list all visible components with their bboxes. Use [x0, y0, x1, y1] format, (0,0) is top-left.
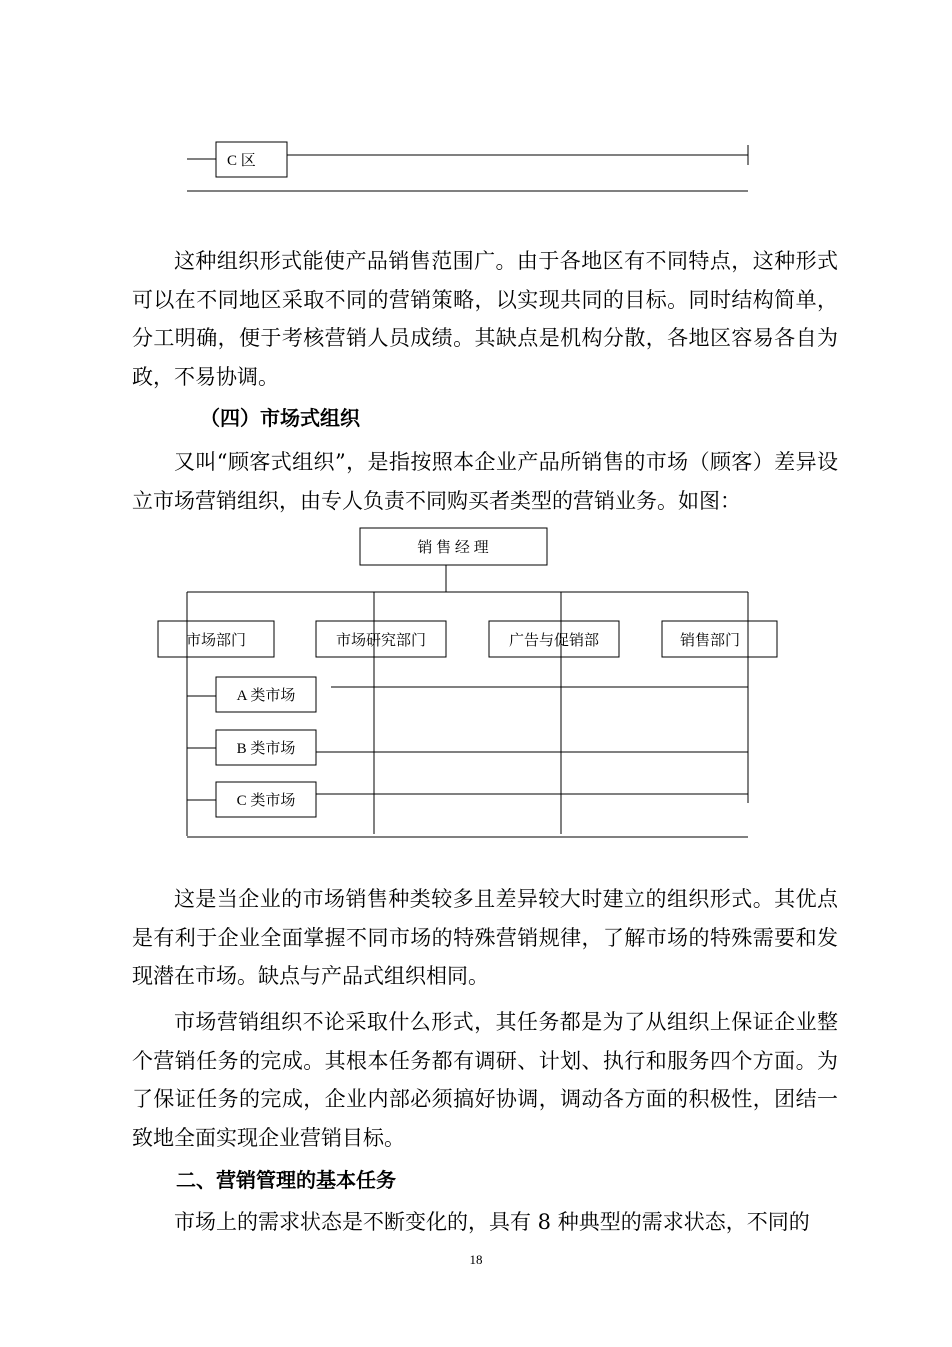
market-label: C 类市场	[236, 793, 296, 809]
region-diagram-fragment	[0, 0, 952, 210]
org-chart	[0, 520, 952, 850]
market-label: B 类市场	[236, 741, 296, 757]
department-label: 销售部门	[679, 633, 741, 649]
section-heading-2: 二、营销管理的基本任务	[176, 1168, 396, 1192]
department-label: 市场部门	[185, 633, 247, 649]
org-top-label: 销 售 经 理	[417, 540, 489, 556]
paragraph-1: 这种组织形式能使产品销售范围广。由于各地区有不同特点，这种形式可以在不同地区采取不同的营销策略，以实现共同的目标。同时结构简单，分工明确，便于考核营销人员成绩。其缺点是机构分散，各地区容易各自为政，不易协调。	[132, 249, 838, 389]
paragraph-5: 市场上的需求状态是不断变化的，具有 8 种典型的需求状态，不同的	[174, 1210, 810, 1234]
region-box-label: C 区	[227, 153, 256, 169]
section-heading-4: （四）市场式组织	[200, 406, 360, 430]
page-number: 18	[469, 1252, 483, 1267]
market-label: A 类市场	[236, 688, 296, 704]
department-label: 广告与促销部	[508, 633, 600, 649]
paragraph-3: 这是当企业的市场销售种类较多且差异较大时建立的组织形式。其优点是有利于企业全面掌握不同市场的特殊营销规律，了解市场的特殊需要和发现潜在市场。缺点与产品式组织相同。	[132, 887, 838, 988]
department-label: 市场研究部门	[335, 633, 427, 649]
paragraph-2: 又叫“顾客式组织”，是指按照本企业产品所销售的市场（顾客）差异设立市场营销组织，由专人负责不同购买者类型的营销业务。如图：	[132, 450, 838, 513]
paragraph-4: 市场营销组织不论采取什么形式，其任务都是为了从组织上保证企业整个营销任务的完成。其根本任务都有调研、计划、执行和服务四个方面。为了保证任务的完成，企业内部必须搞好协调，调动各方面的积极性，团结一致地全面实现企业营销目标。	[132, 1010, 838, 1150]
